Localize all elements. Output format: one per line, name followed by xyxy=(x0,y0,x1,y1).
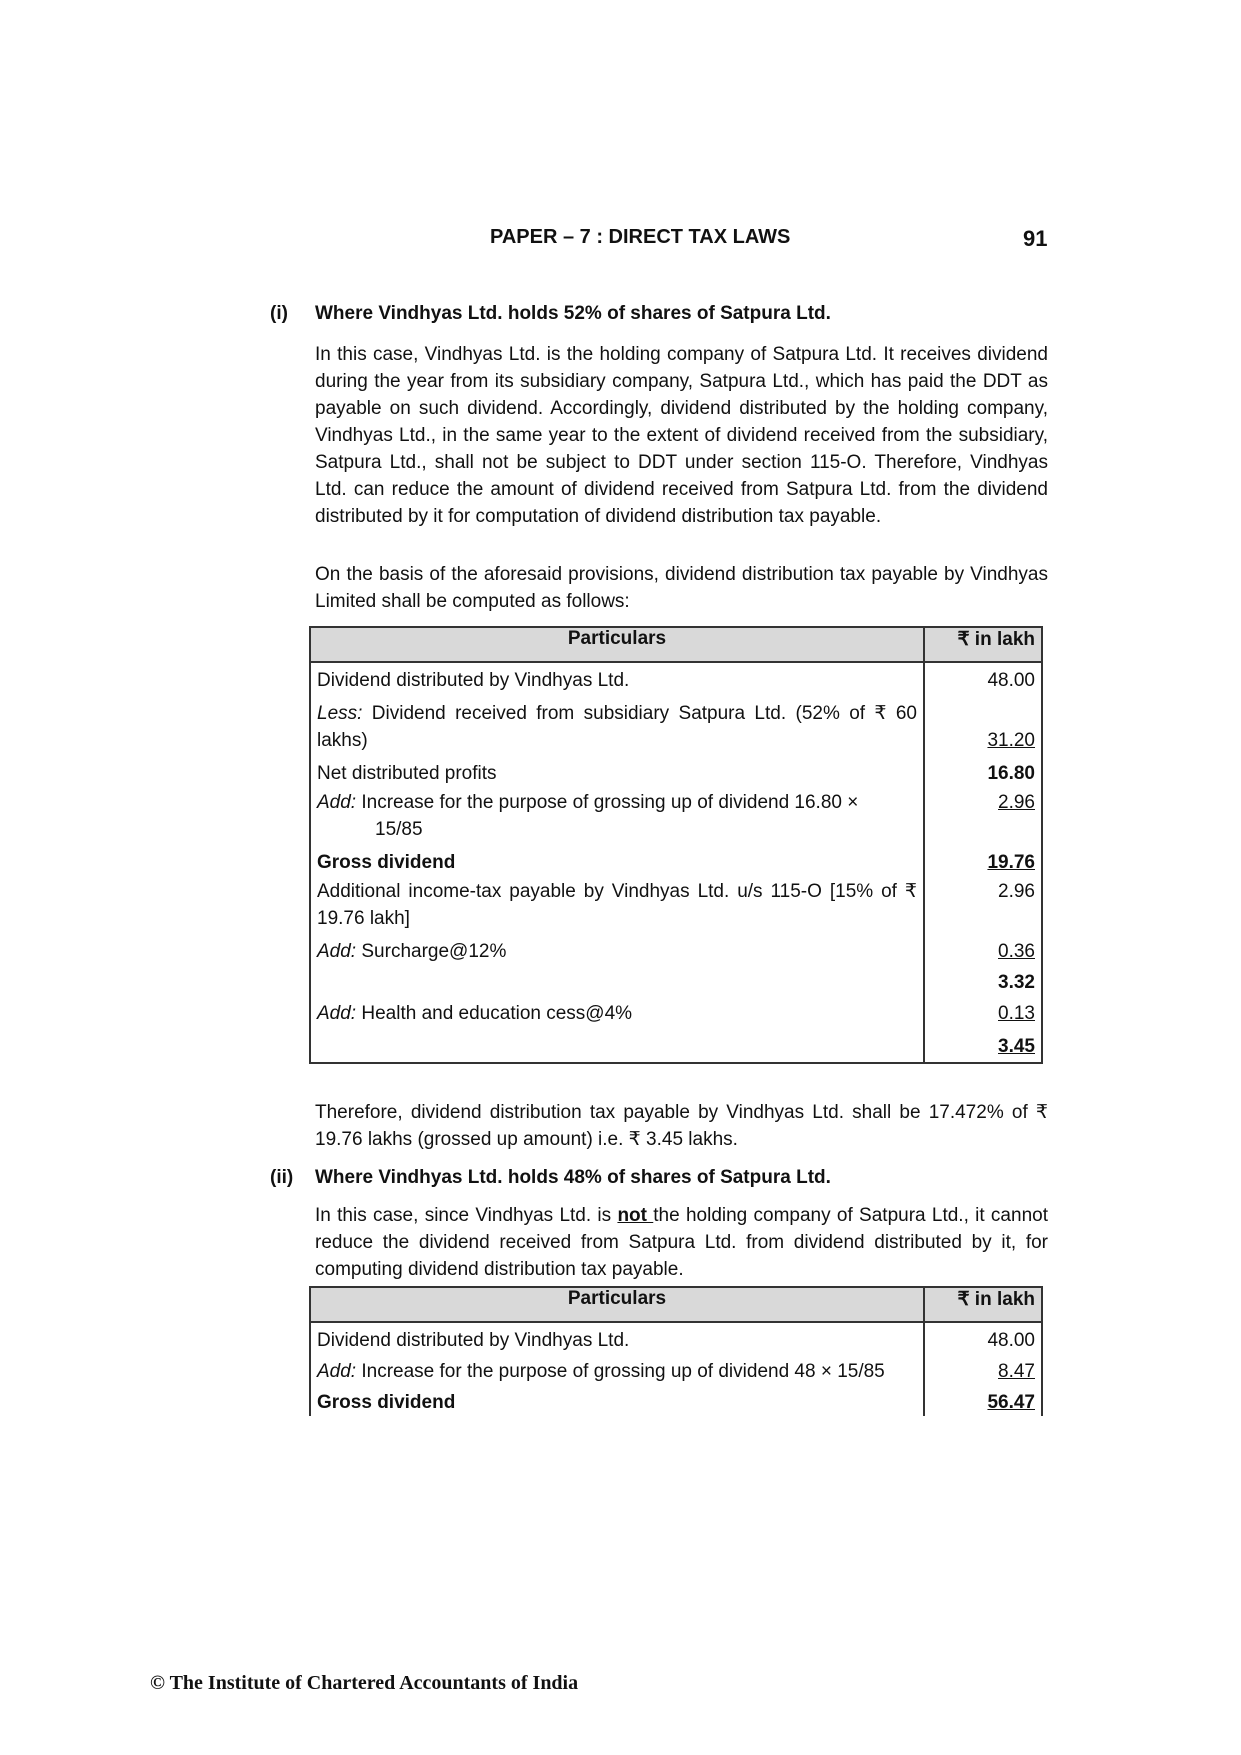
row-amount-value: 3.45 xyxy=(998,1036,1035,1057)
table-header-row xyxy=(310,1287,1042,1322)
row-particulars xyxy=(310,694,924,754)
section-title: Where Vindhyas Ltd. holds 52% of shares of Satpura Ltd. xyxy=(315,303,831,324)
row-amount xyxy=(924,694,1042,754)
row-amount xyxy=(924,787,1042,843)
row-amount-value: 19.76 xyxy=(987,852,1035,873)
row-amount: 3.32 xyxy=(924,965,1042,996)
row-prefix: Add: xyxy=(317,941,357,962)
row-amount-value: 2.96 xyxy=(998,792,1035,813)
paper-title: PAPER – 7 : DIRECT TAX LAWS xyxy=(490,226,791,248)
row-prefix: Add: xyxy=(317,1361,357,1382)
table-row xyxy=(310,876,1042,932)
table-row xyxy=(310,1027,1042,1063)
para-text: In this case, since Vindhyas Ltd. is xyxy=(315,1205,618,1226)
row-text: Health and education cess@4% xyxy=(356,1003,633,1024)
header-amount: ₹ in lakh xyxy=(924,627,1042,662)
row-particulars xyxy=(310,996,924,1027)
section-i-paragraph-3: Therefore, dividend distribution tax payable by Vindhyas Ltd. shall be 17.472% of ₹ 19.76 lakhs (grossed up amount) i.e. ₹ 3.45 lakhs. xyxy=(315,1102,1048,1150)
footer-copyright: © The Institute of Chartered Accountants of India xyxy=(150,1672,579,1694)
section-title: Where Vindhyas Ltd. holds 48% of shares of Satpura Ltd. xyxy=(315,1167,831,1188)
row-amount-value: 31.20 xyxy=(987,730,1035,751)
row-prefix: Less: xyxy=(317,703,363,724)
row-text: Increase for the purpose of grossing up of dividend 48 × 15/85 xyxy=(356,1361,885,1382)
row-amount xyxy=(924,1385,1042,1416)
row-particulars xyxy=(310,1354,924,1385)
row-text-continued: 15/85 xyxy=(375,819,423,840)
header-amount: ₹ in lakh xyxy=(924,1287,1042,1322)
row-particulars xyxy=(310,787,924,843)
row-particulars-empty xyxy=(310,965,924,996)
section-i-paragraph-1: In this case, Vindhyas Ltd. is the holding company of Satpura Ltd. It receives dividend during the year from its subsidiary company, Satpura Ltd., which has paid the DDT as payable on such dividend. Accordingly, dividend distributed by the holding company, Vindhyas Ltd., in the same year to the extent of dividend received from the subsidiary, Satpura Ltd., shall not be subject to DDT under section 115-O. Therefore, Vindhyas Ltd. can reduce the amount of dividend received from Satpura Ltd. from the dividend distributed by it for computation of dividend distribution tax payable. xyxy=(315,344,1048,527)
row-amount xyxy=(924,843,1042,876)
row-text: Surcharge@12% xyxy=(356,941,507,962)
row-amount: 48.00 xyxy=(924,662,1042,694)
table-row xyxy=(310,1322,1042,1354)
row-particulars-empty xyxy=(310,1027,924,1063)
row-amount: 2.96 xyxy=(924,876,1042,932)
page-header xyxy=(0,226,1241,256)
table-row xyxy=(310,787,1042,843)
row-amount xyxy=(924,1354,1042,1385)
row-particulars xyxy=(310,932,924,965)
row-prefix: Add: xyxy=(317,1003,357,1024)
table-row xyxy=(310,843,1042,876)
table-row xyxy=(310,694,1042,754)
section-label: (i) xyxy=(270,303,288,324)
table-row xyxy=(310,932,1042,965)
table-row xyxy=(310,996,1042,1027)
table-header-row xyxy=(310,627,1042,662)
row-amount-value: 0.36 xyxy=(998,941,1035,962)
row-text: Increase for the purpose of grossing up of dividend 16.80 × xyxy=(356,792,859,813)
row-amount-value: 56.47 xyxy=(987,1392,1035,1413)
para-text: the holding company of Satpura Ltd., it cannot reduce the dividend received from Satpura Ltd. from dividend distributed by it, for computing dividend distribution tax payable. xyxy=(315,1205,1048,1280)
header-particulars: Particulars xyxy=(310,1287,924,1322)
section-i-paragraph-2: On the basis of the aforesaid provisions, dividend distribution tax payable by Vindhyas Limited shall be computed as follows: xyxy=(315,564,1048,612)
row-amount-value: 8.47 xyxy=(998,1361,1035,1382)
row-amount xyxy=(924,996,1042,1027)
row-particulars: Dividend distributed by Vindhyas Ltd. xyxy=(310,1322,924,1354)
page-number: 91 xyxy=(1023,226,1048,251)
header-particulars: Particulars xyxy=(310,627,924,662)
row-particulars: Dividend distributed by Vindhyas Ltd. xyxy=(310,662,924,694)
gross-dividend-table xyxy=(309,1286,1043,1416)
row-amount xyxy=(924,1027,1042,1063)
table-row xyxy=(310,662,1042,694)
row-amount: 16.80 xyxy=(924,754,1042,787)
section-label: (ii) xyxy=(270,1167,294,1188)
section-ii-paragraph-1 xyxy=(315,1202,1048,1283)
row-amount xyxy=(924,932,1042,965)
row-amount: 48.00 xyxy=(924,1322,1042,1354)
row-particulars: Net distributed profits xyxy=(310,754,924,787)
table-row xyxy=(310,754,1042,787)
table-row xyxy=(310,1354,1042,1385)
table-row xyxy=(310,965,1042,996)
row-text: Dividend received from subsidiary Satpura Ltd. (52% of ₹ 60 lakhs) xyxy=(317,703,917,751)
ddt-computation-table xyxy=(309,626,1043,1064)
row-particulars: Additional income-tax payable by Vindhyas Ltd. u/s 115-O [15% of ₹ 19.76 lakh] xyxy=(310,876,924,932)
row-prefix: Add: xyxy=(317,792,357,813)
row-particulars: Gross dividend xyxy=(310,843,924,876)
table-row xyxy=(310,1385,1042,1416)
para-emphasis: not xyxy=(617,1205,654,1226)
row-amount-value: 0.13 xyxy=(998,1003,1035,1024)
row-particulars: Gross dividend xyxy=(310,1385,924,1416)
